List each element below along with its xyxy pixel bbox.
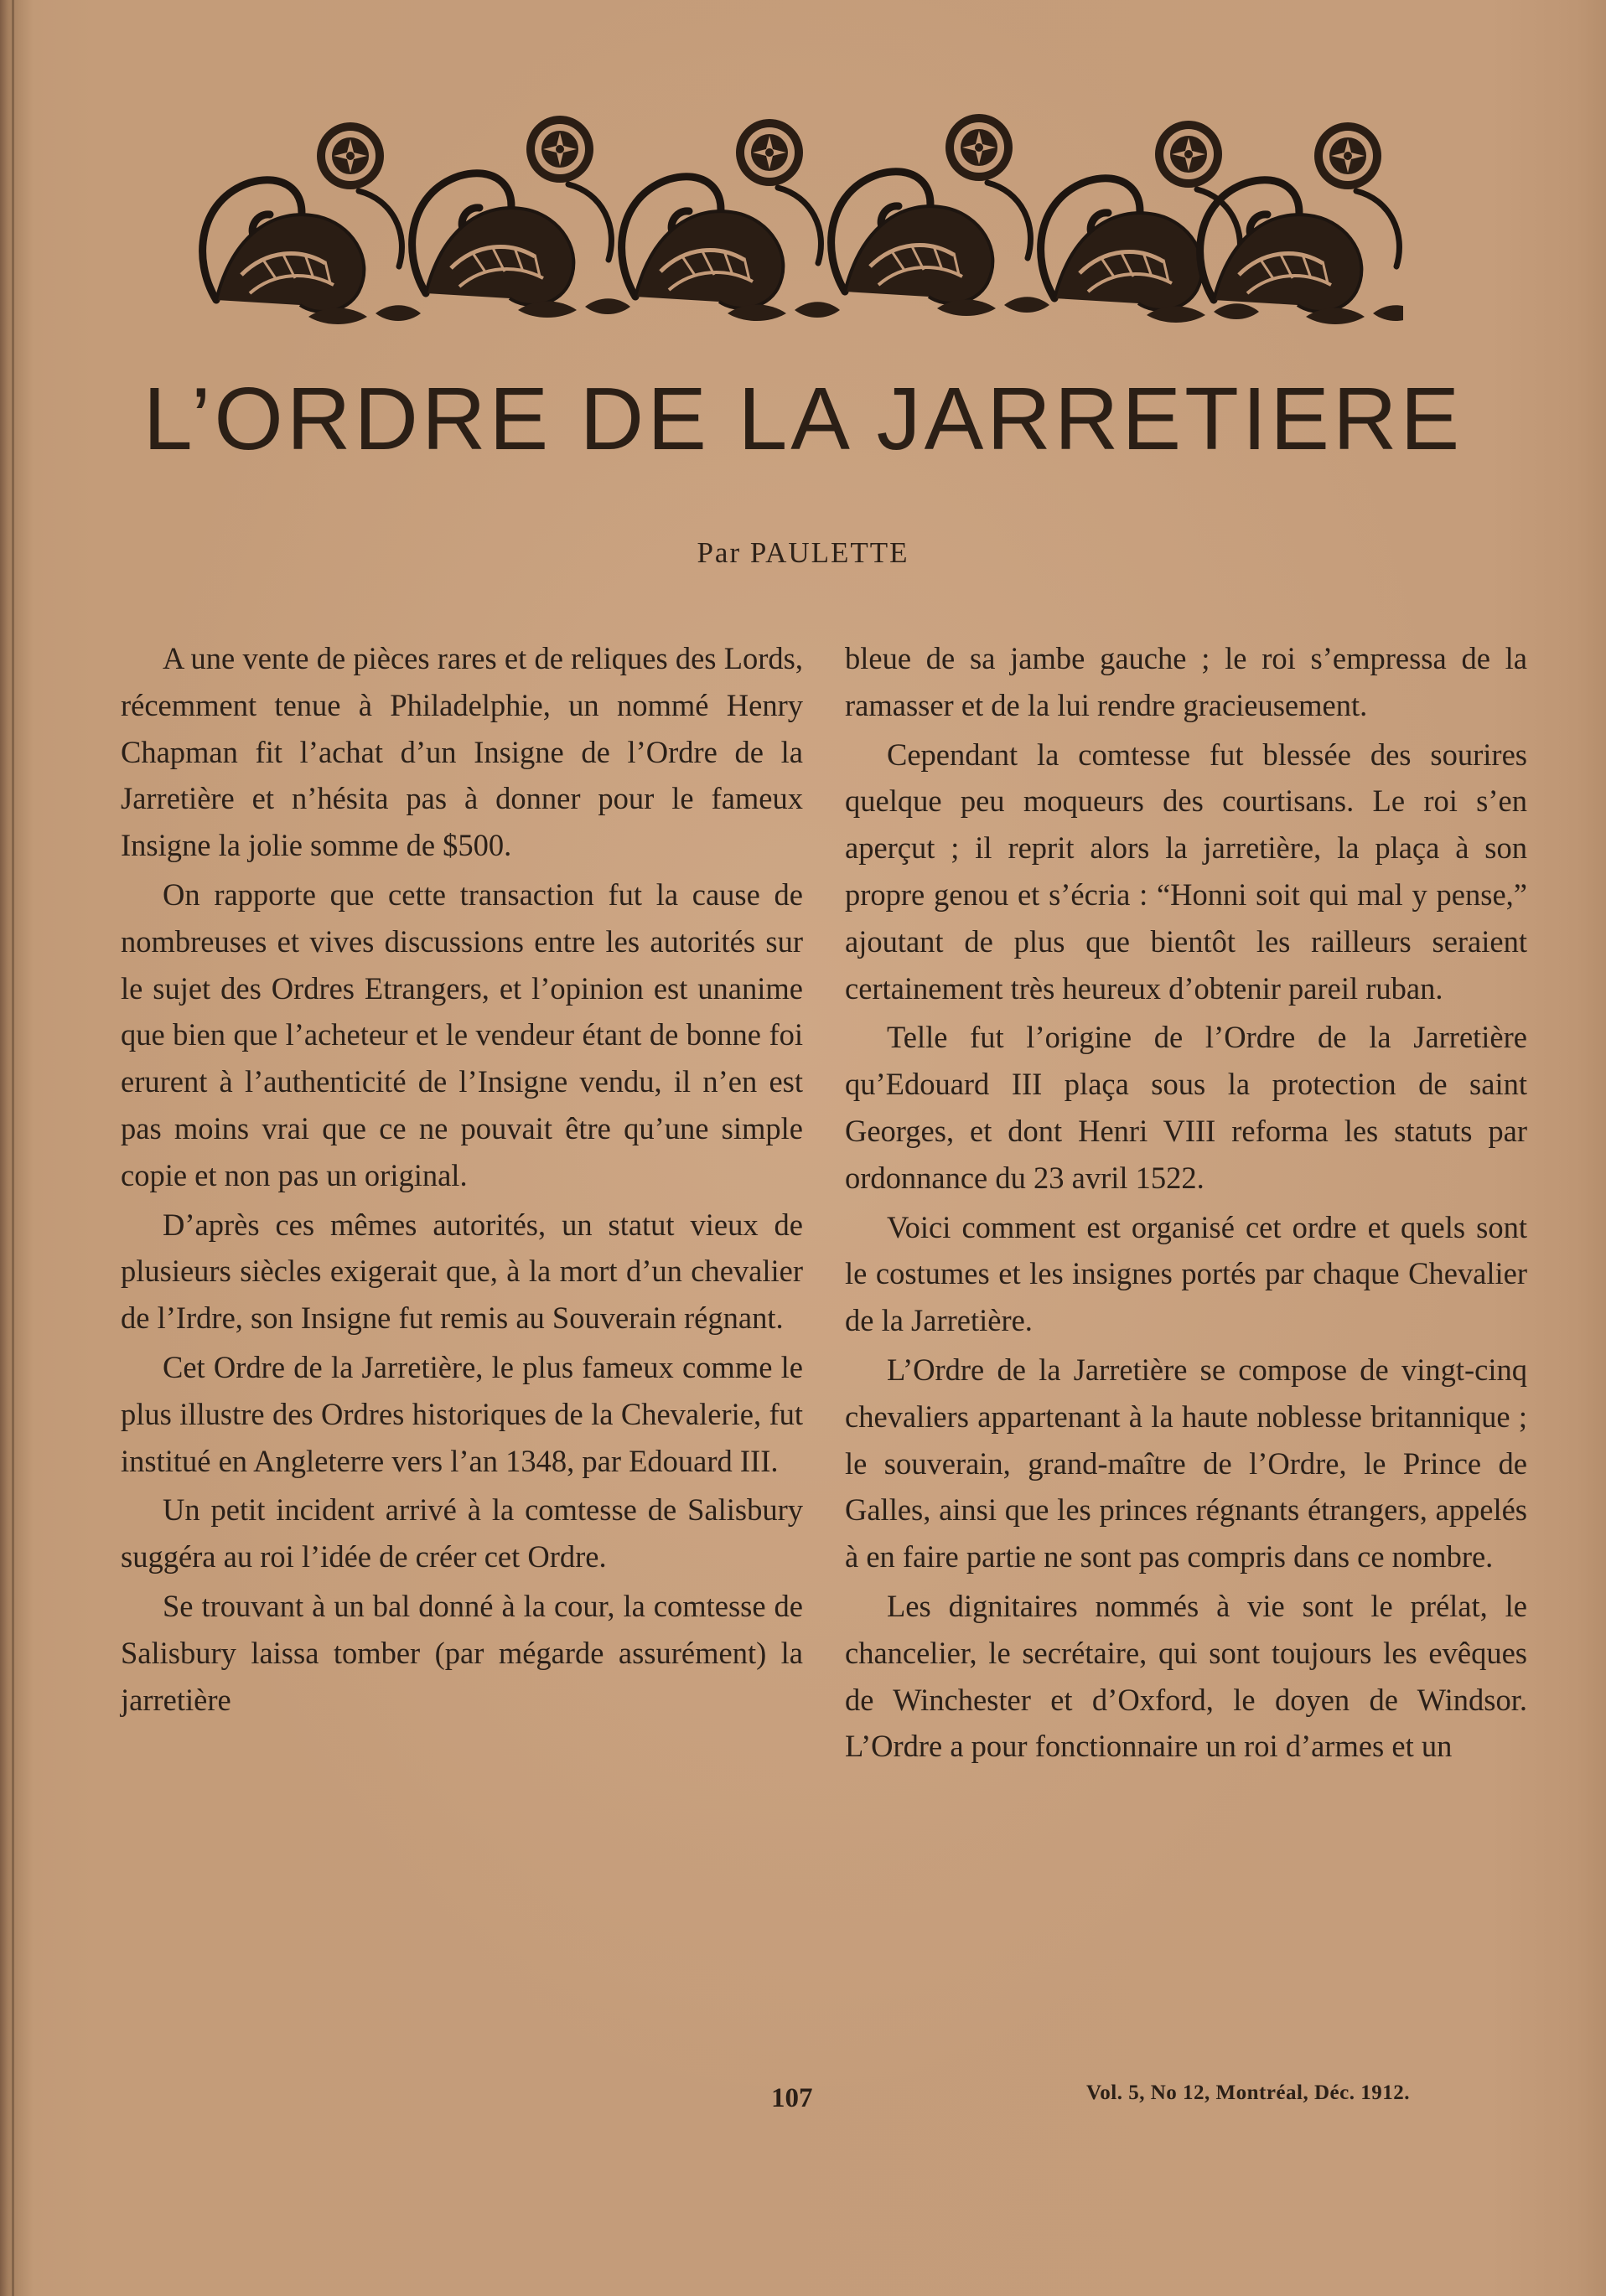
paragraph: A une vente de pièces rares et de reliques des Lords, récemment tenue à Philadelphie, un nommé Henry Chapman fit l’achat d’un Insigne de l’Ordre de la Jarretière et n’hésita pas à donner pour le fameux Insigne la jolie somme de $500. [121,641,803,863]
paragraph: Se trouvant à un bal donné à la cour, la comtesse de Salisbury laissa tomber (par mégarde assurément) la jarretière [121,1588,803,1717]
article-title: L’ORDRE DE LA JARRETIERE [142,370,1464,468]
paragraph: L’Ordre de la Jarretière se compose de vingt-cinq chevaliers appartenant à la haute noblesse britannique ; le souverain, grand-maître de l’Ordre, le Prince de Galles, ainsi que les princes régnants étrangers, appelés à en faire partie ne sont pas compris dans ce nombre. [845,1352,1527,1575]
paragraph: Un petit incident arrivé à la comtesse de Salisbury suggéra au roi l’idée de créer cet Ordre. [121,1492,803,1575]
paragraph: D’après ces mêmes autorités, un statut vieux de plusieurs siècles exigerait que, à la mort d’un chevalier de l’Irdre, son Insigne fut remis au Souverain régnant. [121,1207,803,1336]
paragraph: Cependant la comtesse fut blessée des sourires quelque peu moqueurs des courtisans. Le roi s’en aperçut ; il reprit alors la jarretière, la plaça à son propre genou et s’écria : “Honni soit qui mal y pense,” ajoutant de plus que bientôt les railleurs seraient certainement très heureux d’obtenir pareil ruban. [845,737,1527,1006]
page-number: 107 [771,2083,813,2113]
issue-info: Vol. 5, No 12, Montréal, Déc. 1912. [1086,2081,1410,2104]
right-column [845,635,1527,1772]
paragraph: On rapporte que cette transaction fut la cause de nombreuses et vives discussions entre les autorités sur le sujet des Ordres Etrangers, et l’opinion est unanime que bien que l’acheteur et le vendeur étant de bonne foi erurent à l’authenticité de l’Insigne vendu, il n’en est pas moins vrai que ce ne pouvait être qu’une simple copie et non pas un original. [121,877,803,1192]
paragraph: Cet Ordre de la Jarretière, le plus fameux comme le plus illustre des Ordres historiques de la Chevalerie, fut institué en Angleterre vers l’an 1348, par Edouard III. [121,1349,803,1478]
article-byline: Par PAULETTE [697,536,909,569]
paragraph: Voici comment est organisé cet ordre et quels sont le costumes et les insignes portés par chaque Chevalier de la Jarretière. [845,1209,1527,1338]
page-binding-edge [12,0,14,2296]
paragraph: Telle fut l’origine de l’Ordre de la Jarretière qu’Edouard III plaça sous la protection de saint Georges, et dont Henri VIII reforma les statuts par ordonnance du 23 avril 1522. [845,1020,1527,1195]
paragraph: Les dignitaires nommés à vie sont le prélat, le chancelier, le secrétaire, qui sont toujours les evêques de Winchester et d’Oxford, le doyen de Windsor. L’Ordre a pour fonctionnaire un roi d’armes et un [845,1588,1527,1764]
floral-scroll-ornament [183,107,1403,339]
paragraph-continuation: bleue de sa jambe gauche ; le roi s’empressa de la ramasser et de la lui rendre gracieusement. [845,641,1527,722]
left-column [121,635,803,1725]
